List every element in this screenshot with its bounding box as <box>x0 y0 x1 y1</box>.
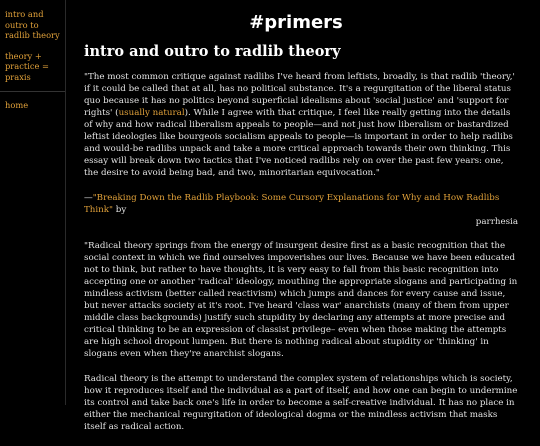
site-title: #primers <box>249 12 343 33</box>
source-article-link[interactable]: "Breaking Down the Radlib Playbook: Some Cursory Explanations for Why and How Radlibs Think" <box>84 193 500 215</box>
quote-attribution <box>84 192 518 228</box>
quote1-text-after: ). While I agree with that critique, I feel like really getting into the details of why and how radical liberalism appeals to people—and not just how liberalism or bastardized leftist ideologies like bourgeois socialism appeals to people—is important in order to help radlibs and would-be radlibs unpack and take a more critical approach towards their own thinking. This essay will break down two tactics that I've noticed radlibs rely on over the past few years: one, the desire to avoid being bad, and two, minoritarian equivocation." <box>84 108 513 178</box>
post-title: intro and outro to radlib theory <box>84 43 341 60</box>
paragraph-3: Radical theory is the attempt to understand the complex system of relationships which is society, how it reproduces itself and the individual as a part of itself, and how one can begin to undermine its control and take back one's life in order to become a self-creative individual. It has no place in either the mechanical regurgitation of ideological dogma or the mindless activism that masks itself as radical action. <box>84 374 518 432</box>
home-link[interactable]: home <box>5 100 29 110</box>
post-body <box>84 71 518 433</box>
attribution-by: by <box>115 205 127 215</box>
attribution-dash: — <box>84 193 93 203</box>
sidebar-nav <box>0 92 65 120</box>
attribution-author: parrhesia <box>475 217 518 227</box>
sidebar-tag-radlib-theory[interactable]: intro and outro to radlib theory <box>5 9 60 40</box>
main-content <box>74 0 518 446</box>
sidebar <box>0 0 66 405</box>
usually-natural-link[interactable]: usually natural <box>118 108 185 118</box>
quote-paragraph-2: "Radical theory springs from the energy of insurgent desire first as a basic recognition that the social context in which we find ourselves impoverishes our lives. Because we have been educated not to think, but rather to have thoughts, it is very easy to fall from this basic recognition into accepting one or another 'radical' ideology, mouthing the appropriate slogans and participating in mindless activism (better called reactivism) which jumps and dances for every cause and issue, but never attacks society at it's root. I've heard 'class war' anarchists (many of them from upper middle class backgrounds) justify such stupidity by declaring any attempts at more precise and critical thinking to be an expression of classist privilege– even when those making the attempts are high school dropout lumpen. But there is nothing radical about stupidity or 'thinking' in slogans even when they're anarchist slogans. <box>84 241 518 359</box>
sidebar-tag-praxis[interactable]: theory + practice = praxis <box>5 50 50 82</box>
quote-paragraph-1 <box>84 71 518 179</box>
quote1-text-before: "The most common critique against radlibs I've heard from leftists, broadly, is that radlib 'theory,' if it could be called that at all, has no political substance. It's a regurgitation of the liberal status quo because it has no politics beyond superficial idealisms about 'social justice' and 'support for rights' ( <box>84 72 515 118</box>
sidebar-tags <box>0 0 65 92</box>
